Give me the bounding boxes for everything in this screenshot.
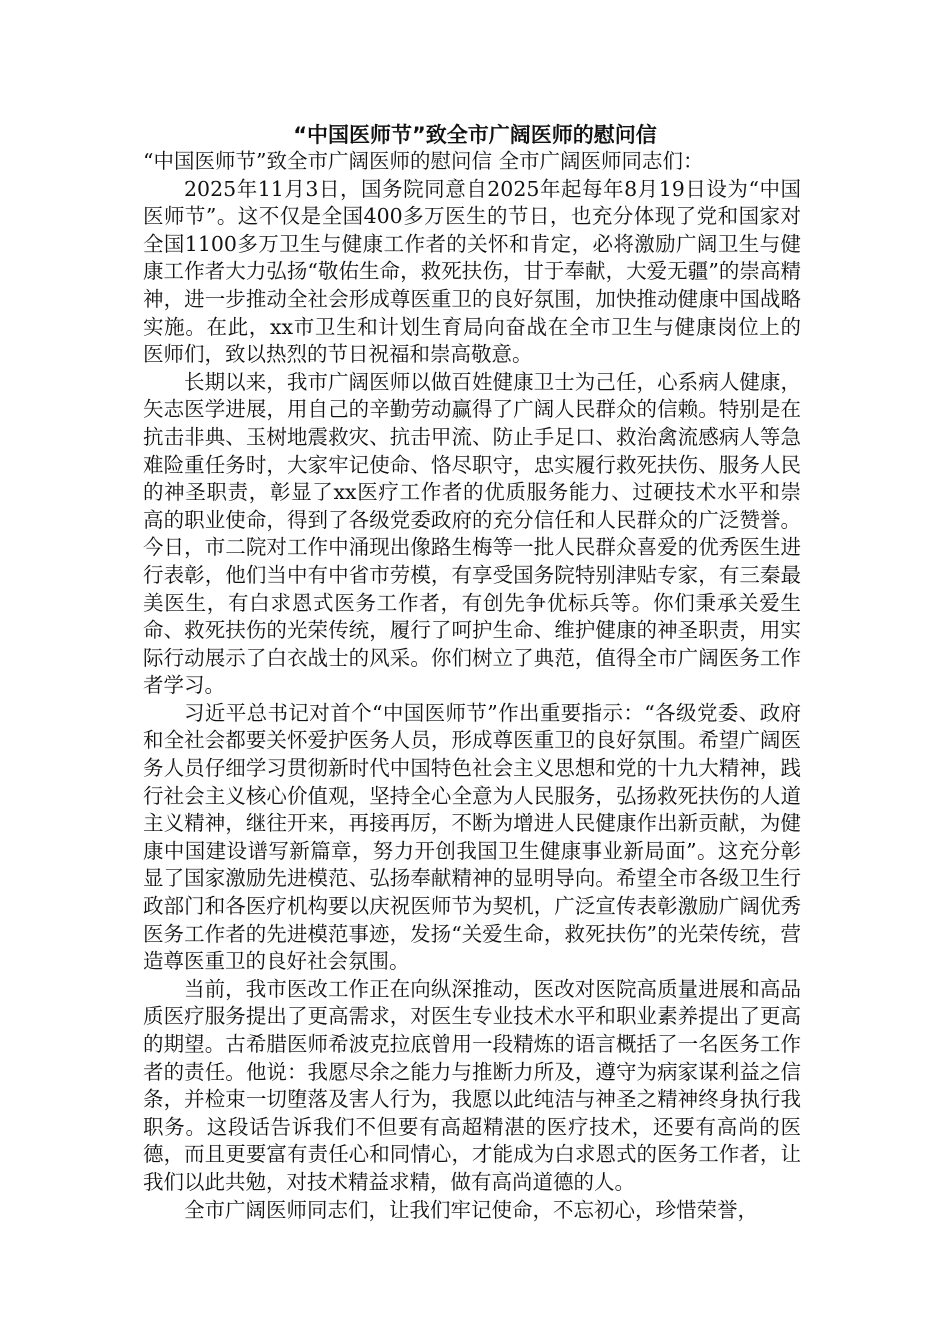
paragraph-instructions: 习近平总书记对首个“中国医师节”作出重要指示：“各级党委、政府和全社会都要关怀爱护医务人员，形成尊医重卫的良好氛围。希望广阔医务人员仔细学习贯彻新时代中国特色社会主义思想和党的十九大精神，践行社会主义核心价值观，坚持全心全意为人民服务，弘扬救死扶伤的人道主义精神，继往开来，再接再厉，不断为增进人民健康作出新贡献，为健康中国建设谱写新篇章，努力开创我国卫生健康事业新局面”。这充分彰显了国家激励先进模范、弘扬奉献精神的显明导向。希望全市各级卫生行政部门和各医疗机构要以庆祝医师节为契机，广泛宣传表彰激励广阔优秀医务工作者的先进模范事迹，发扬“关爱生命，救死扶伤”的光荣传统，营造尊医重卫的良好社会氛围。 [143, 700, 801, 974]
letter-body [143, 148, 801, 1224]
letter-title: “中国医师节”致全市广阔医师的慰问信 [293, 123, 657, 147]
salutation-paragraph: “中国医师节”致全市广阔医师的慰问信 全市广阔医师同志们： [143, 149, 704, 173]
paragraph-festival-announcement: 2025年11月3日，国务院同意自2025年起每年8月19日设为“中国医师节”。这不仅是全国400多万医生的节日，也充分体现了党和国家对全国1100多万卫生与健康工作者的关怀和肯定，必将激励广阔卫生与健康工作者大力弘扬“敬佑生命，救死扶伤，甘于奉献，大爱无疆”的崇高精神，进一步推动全社会形成尊医重卫的良好氛围，加快推动健康中国战略实施。在此，xx市卫生和计划生育局向奋战在全市卫生与健康岗位上的医师们，致以热烈的节日祝福和崇高敬意。 [143, 176, 801, 367]
paragraph-physicians-contribution: 长期以来，我市广阔医师以做百姓健康卫士为己任，心系病人健康，矢志医学进展，用自己的辛勤劳动赢得了广阔人民群众的信赖。特别是在抗击非典、玉树地震救灾、抗击甲流、防止手足口、救治禽流感病人等急难险重任务时，大家牢记使命、恪尽职守，忠实履行救死扶伤、服务人民的神圣职责，彰显了xx医疗工作者的优质服务能力、过硬技术水平和崇高的职业使命，得到了各级党委政府的充分信任和人民群众的广泛赞誉。今日，市二院对工作中涌现出像路生梅等一批人民群众喜爱的优秀医生进行表彰，他们当中有中省市劳模，有享受国务院特别津贴专家，有三秦最美医生，有白求恩式医务工作者，有创先争优标兵等。你们秉承关爱生命、救死扶伤的光荣传统，履行了呵护生命、维护健康的神圣职责，用实际行动展示了白衣战士的风采。你们树立了典范，值得全市广阔医务工作者学习。 [143, 369, 801, 698]
paragraph-medical-reform: 当前，我市医改工作正在向纵深推动，医改对医院高质量进展和高品质医疗服务提出了更高需求，对医生专业技术水平和职业素养提出了更高的期望。古希腊医师希波克拉底曾用一段精炼的语言概括了一名医务工作者的责任。他说：我愿尽余之能力与推断力所及，遵守为病家谋利益之信条，并检束一切堕落及害人行为，我愿以此纯洁与神圣之精神终身执行我职务。这段话告诉我们不但要有高超精湛的医疗技术，还要有高尚的医德，而且更要富有责任心和同情心，才能成为白求恩式的医务工作者，让我们以此共勉，对技术精益求精，做有高尚道德的人。 [143, 976, 801, 1194]
paragraph-closing: 全市广阔医师同志们，让我们牢记使命，不忘初心，珍惜荣誉， [184, 1197, 758, 1222]
